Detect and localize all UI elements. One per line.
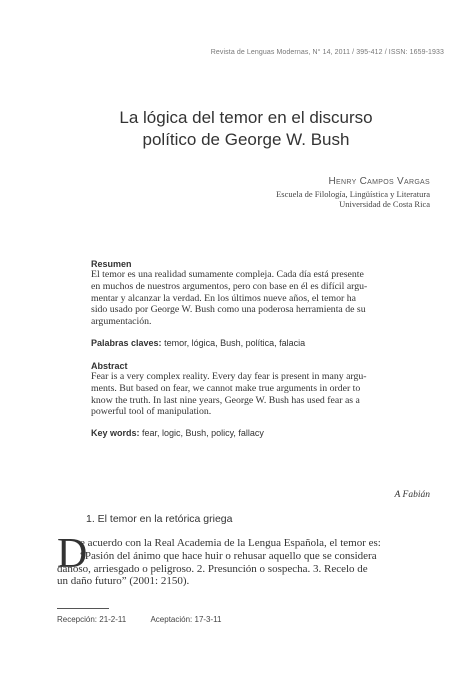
footnote-rule bbox=[57, 608, 109, 609]
drop-cap: D bbox=[57, 531, 88, 577]
key-words bbox=[91, 428, 411, 438]
acceptance-date: Aceptación: 17-3-11 bbox=[150, 615, 222, 624]
title-line-2: político de George W. Bush bbox=[142, 130, 350, 149]
abstract-line: know the truth. In last nine years, George W. Bush has used fear as a bbox=[91, 394, 360, 406]
key-words-value: fear, logic, Bush, policy, fallacy bbox=[142, 428, 264, 438]
abstract-line: powerful tool of manipulation. bbox=[91, 406, 212, 418]
resumen-line: sido usado por George W. Bush como una poderosa herramienta de su bbox=[91, 304, 366, 316]
author-block bbox=[222, 176, 430, 209]
title-line-1: La lógica del temor en el discurso bbox=[119, 108, 373, 127]
resumen-text bbox=[91, 269, 409, 328]
resumen-line: en muchos de nuestros argumentos, pero con base en él es difícil argu- bbox=[91, 280, 368, 292]
section-heading: 1. El temor en la retórica griega bbox=[86, 513, 233, 525]
abstract-section bbox=[91, 361, 409, 418]
affiliation-line-1: Escuela de Filología, Lingüística y Literatura bbox=[276, 189, 430, 199]
resumen-heading: Resumen bbox=[91, 259, 132, 269]
affiliation-line-2: Universidad de Costa Rica bbox=[339, 199, 430, 209]
body-line: e acuerdo con la Real Academia de la Lengua Española, el temor es: bbox=[80, 537, 381, 549]
body-line: “Pasión del ánimo que hace huir o rehusar aquello que se considera bbox=[80, 549, 377, 562]
abstract-line: ments. But based on fear, we cannot make true arguments in order to bbox=[91, 382, 361, 394]
reception-date: Recepción: 21-2-11 bbox=[57, 615, 127, 624]
resumen-line: argumentación. bbox=[91, 316, 152, 328]
body-paragraph bbox=[57, 531, 438, 588]
resumen-line: El temor es una realidad sumamente compleja. Cada día está presente bbox=[91, 269, 364, 280]
body-line: dañoso, arriesgado o peligroso. 2. Presunción o sospecha. 3. Recelo de bbox=[57, 562, 368, 575]
key-words-label: Key words: bbox=[91, 428, 140, 438]
abstract-heading: Abstract bbox=[91, 361, 128, 371]
resumen-section bbox=[91, 259, 409, 328]
body-line: un daño futuro” (2001: 2150). bbox=[57, 575, 190, 588]
abstract-text bbox=[91, 371, 409, 418]
submission-dates bbox=[57, 615, 221, 624]
resumen-line: mentar y alcanzar la verdad. En los últimos nueve años, el temor ha bbox=[91, 292, 356, 304]
abstract-line: Fear is a very complex reality. Every day fear is present in many argu- bbox=[91, 371, 367, 382]
palabras-claves-label: Palabras claves: bbox=[91, 338, 162, 348]
palabras-claves-value: temor, lógica, Bush, política, falacia bbox=[164, 338, 306, 348]
running-header: Revista de Lenguas Modernas, N° 14, 2011 / 395-412 / ISSN: 1659-1933 bbox=[210, 49, 444, 56]
dedication: A Fabián bbox=[394, 490, 430, 500]
palabras-claves bbox=[91, 338, 411, 348]
article-title bbox=[60, 107, 432, 151]
author-name: Henry Campos Vargas bbox=[328, 176, 430, 187]
